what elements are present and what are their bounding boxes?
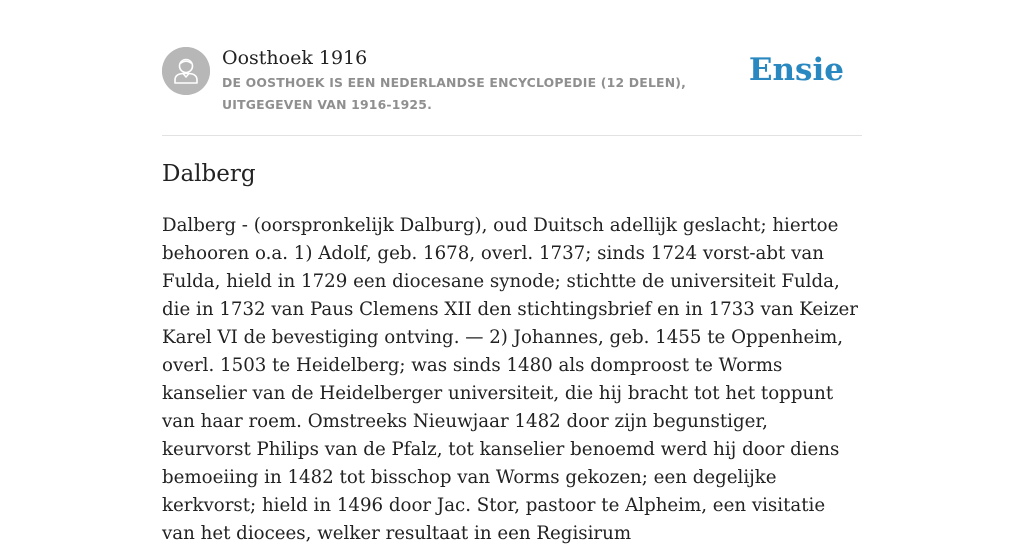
- article-body: Dalberg - (oorspronkelijk Dalburg), oud Duitsch adellijk geslacht; hiertoe behooren o.a. 1) Adolf, geb. 1678, overl. 1737; sinds 1724 vorst-abt van Fulda, hield in 1729 een diocesane synode; stichtte de universiteit Fulda, die in 1732 van Paus Clemens XII den stichtingsbrief en in 1733 van Keizer Karel VI de bevestiging ontving. — 2) Johannes, geb. 1455 te Oppenheim, overl. 1503 te Heidelberg; was sinds 1480 als domproost te Worms kanselier van de Heidelberger universiteit, die hij bracht tot het toppunt van haar roem. Omstreeks Nieuwjaar 1482 door zijn begunstiger, keurvorst Philips van de Pfalz, tot kanselier benoemd werd hij door diens bemoeiing in 1482 tot bisschop van Worms gekozen; een degelijke kerkvorst; hield in 1496 door Jac. Stor, pastoor te Alpheim, een visitatie van het diocees, welker resultaat in een Regisirum: [162, 215, 858, 544]
- article-title: Dalberg: [162, 161, 256, 187]
- source-title[interactable]: Oosthoek 1916: [222, 47, 368, 69]
- user-avatar-icon[interactable]: [162, 47, 210, 95]
- header-divider: [162, 135, 862, 136]
- avatar-person-icon: [162, 47, 210, 95]
- source-header: [162, 46, 862, 136]
- source-description: DE OOSTHOEK IS EEN NEDERLANDSE ENCYCLOPEDIE (12 DELEN), UITGEGEVEN VAN 1916-1925.: [222, 75, 687, 112]
- ensie-logo[interactable]: Ensie: [748, 52, 844, 88]
